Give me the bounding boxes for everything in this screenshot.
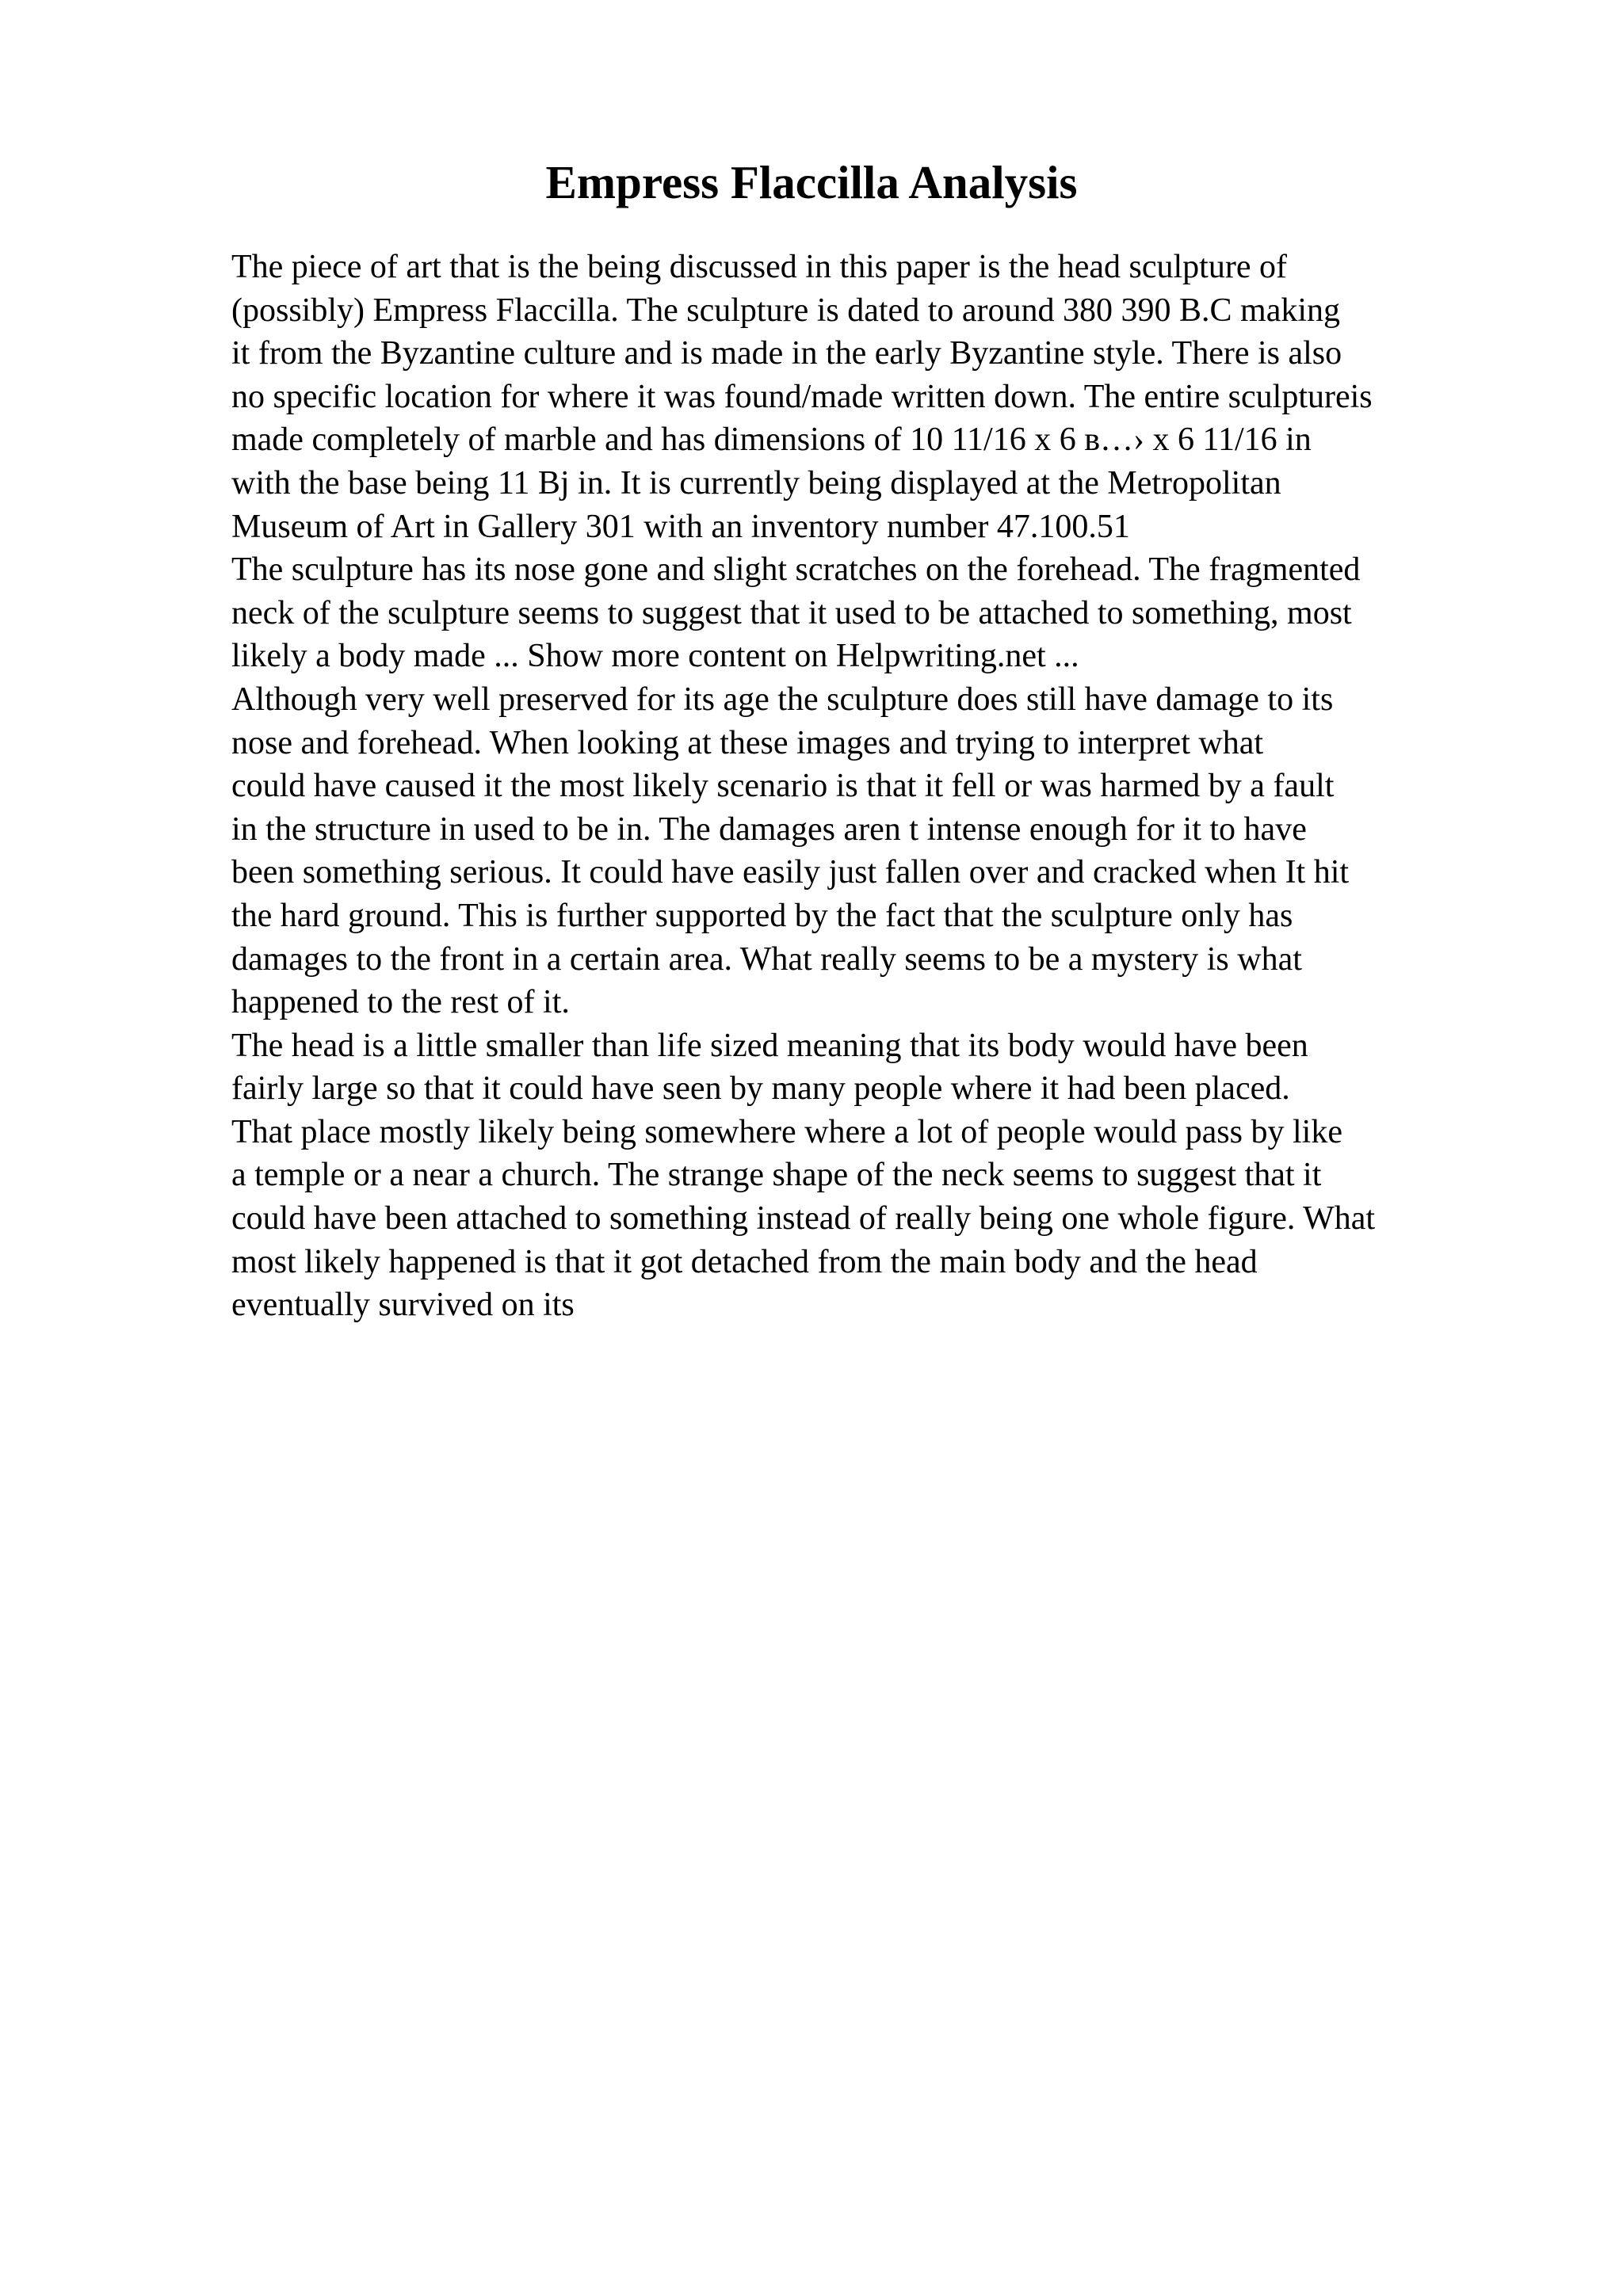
- text-line: damages to the front in a certain area. What really seems to be a mystery is what: [231, 940, 1302, 978]
- text-line: been something serious. It could have easily just fallen over and cracked when It hit: [231, 854, 1350, 891]
- text-line: The piece of art that is the being discussed in this paper is the head sculpture of: [231, 249, 1287, 285]
- text-line: The sculpture has its nose gone and slight scratches on the forehead. The fragmented: [231, 551, 1361, 589]
- text-line: That place mostly likely being somewhere where a lot of people would pass by like: [231, 1113, 1342, 1150]
- document-title: Empress Flaccilla Analysis: [545, 156, 1078, 208]
- text-line: could have been attached to something instead of really being one whole figure. What: [231, 1200, 1376, 1238]
- document-body: [231, 246, 1579, 1327]
- text-line: the hard ground. This is further supported by the fact that the sculpture only has: [231, 897, 1293, 934]
- text-line: Museum of Art in Gallery 301 with an inventory number 47.100.51: [231, 508, 1130, 545]
- text-line: with the base being 11 Bj in. It is currently being displayed at the Metropolitan: [231, 464, 1281, 502]
- text-line: a temple or a near a church. The strange shape of the neck seems to suggest that it: [231, 1157, 1322, 1194]
- text-line: made completely of marble and has dimensions of 10 11/16 x 6 в…› x 6 11/16 in: [231, 421, 1312, 459]
- text-line: neck of the sculpture seems to suggest that it used to be attached to something, most: [231, 594, 1352, 631]
- text-line: fairly large so that it could have seen by many people where it had been placed.: [231, 1070, 1290, 1108]
- text-line: it from the Byzantine culture and is made in the early Byzantine style. There is also: [231, 335, 1342, 372]
- text-line: (possibly) Empress Flaccilla. The sculpture is dated to around 380 390 B.C making: [231, 292, 1341, 329]
- text-line: likely a body made ... Show more content on Helpwriting.net ...: [231, 638, 1079, 675]
- text-line: nose and forehead. When looking at these images and trying to interpret what: [231, 724, 1263, 761]
- text-line: most likely happened is that it got detached from the main body and the head: [231, 1243, 1258, 1280]
- text-line: eventually survived on its: [231, 1287, 575, 1324]
- text-line: no specific location for where it was found/made written down. The entire sculptureis: [231, 378, 1373, 415]
- text-line: in the structure in used to be in. The damages aren t intense enough for it to have: [231, 810, 1307, 848]
- text-line: could have caused it the most likely scenario is that it fell or was harmed by a fault: [231, 768, 1335, 805]
- text-line: Although very well preserved for its age the sculpture does still have damage to its: [231, 681, 1334, 718]
- text-line: The head is a little smaller than life sized meaning that its body would have been: [231, 1027, 1308, 1064]
- text-line: happened to the rest of it.: [231, 984, 570, 1021]
